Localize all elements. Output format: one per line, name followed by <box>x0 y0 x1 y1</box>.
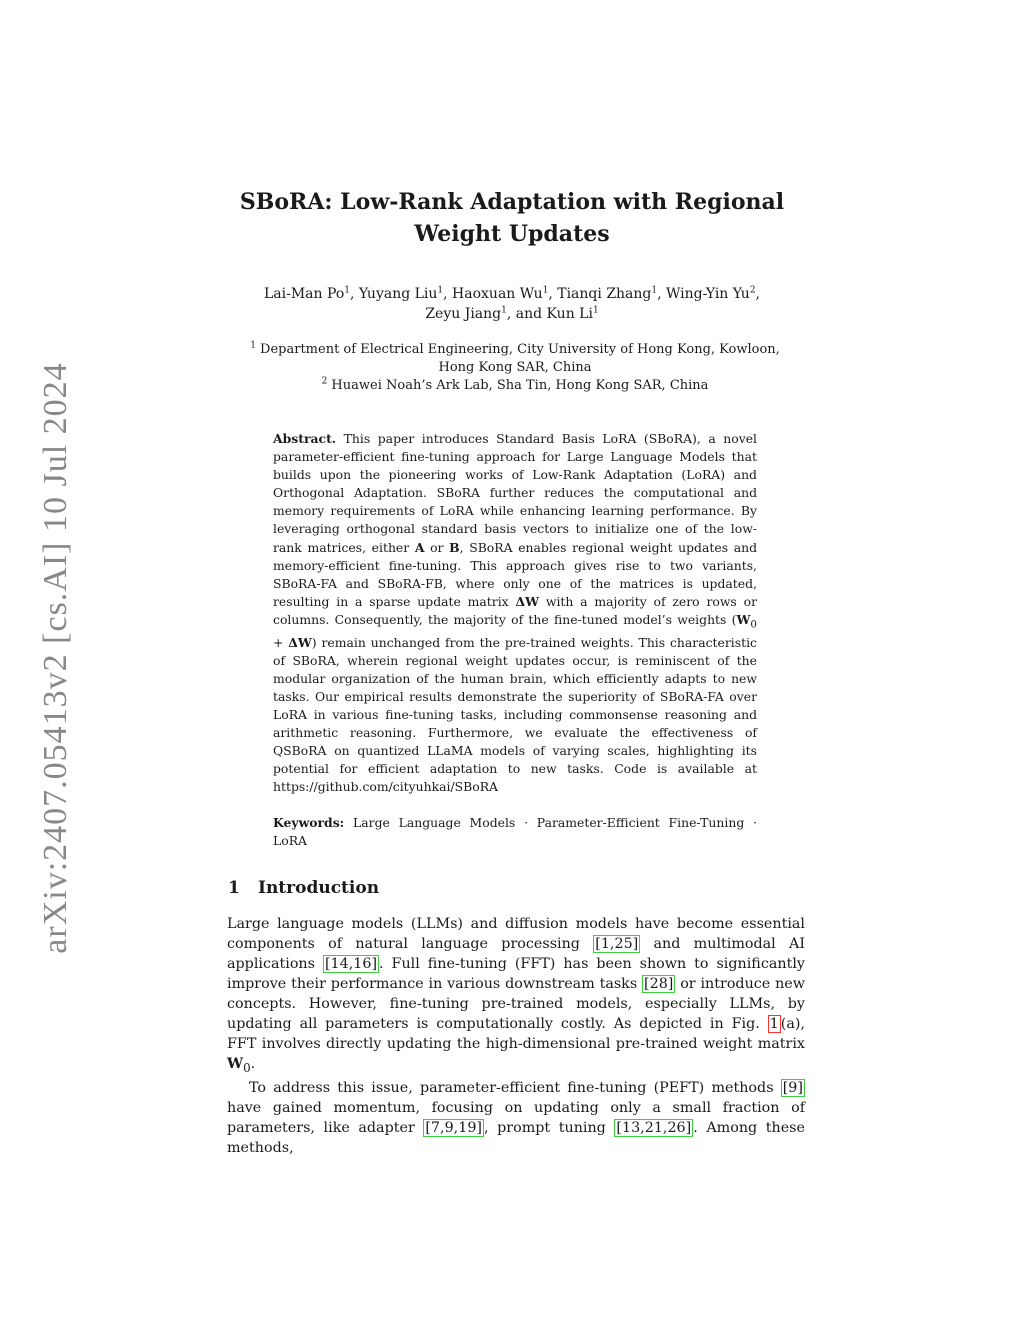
affiliation-line-3 <box>0 377 1024 395</box>
affiliation-marker: 1 <box>501 305 507 316</box>
affiliation-line-1 <box>0 341 1024 359</box>
paper-title <box>0 186 1024 250</box>
body-text: Large language models (LLMs) and diffusion models have become essential components of natural language processing <box>227 916 805 952</box>
citation-link[interactable]: [14,16] <box>324 956 378 972</box>
body-text: have gained momentum, focusing on updating only a small fraction of parameters, like adapter <box>227 1099 805 1136</box>
body-text: (a), FFT involves directly updating the high-dimensional pre-trained weight matrix <box>227 1016 805 1052</box>
keywords <box>273 814 757 850</box>
author-name: , Yuyang Liu <box>350 286 438 302</box>
author-separator: , <box>755 286 760 302</box>
figure-reference-link[interactable]: 1 <box>769 1016 779 1032</box>
abstract-text: + <box>273 634 289 650</box>
abstract-text: or <box>424 539 450 555</box>
affiliation-marker: 1 <box>542 285 549 296</box>
abstract-text: This paper introduces Standard Basis LoRA (SBoRA), a novel parameter-efficient fine-tuning approach for Large Language Models that builds upon the pioneering works of Low-Rank Adaptation (LoRA) and Orthogonal Adaptation. SBoRA further reduces the computational and memory requirements of LoRA while enhancing learning performance. By leveraging orthogonal standard basis vectors to initialize one of the low-rank matrices, either <box>273 431 757 555</box>
affiliations <box>0 341 1024 395</box>
abstract-text: , SBoRA enables regional weight updates and memory-efficient fine-tuning. This approach gives rise to two variants, SBoRA-FA and SBoRA-FB, where only one of the matrices is updated, resulting in a sparse update matrix <box>273 539 757 609</box>
author-name: , Haoxuan Wu <box>443 286 543 302</box>
affiliation-marker: 1 <box>437 285 444 296</box>
author-name: , and Kun Li <box>506 306 593 322</box>
body-text: or introduce new concepts. However, fine-tuning pre-trained models, especially LLMs, by updating all parameters is computationally costly. As depicted in Fig. <box>227 976 805 1032</box>
citation-link[interactable]: [7,9,19] <box>425 1119 482 1136</box>
abstract <box>273 430 757 796</box>
affiliation-line-2: Hong Kong SAR, China <box>438 360 592 375</box>
body-text: and multimodal AI applications <box>227 936 805 972</box>
body-text: . Among these methods, <box>227 1119 805 1156</box>
matrix-symbol: ΔW <box>515 593 540 609</box>
abstract-paragraph <box>273 430 757 796</box>
section-heading <box>228 877 379 899</box>
section-title: Introduction <box>258 878 380 898</box>
keywords-text: Large Language Models · Parameter-Efficient Fine-Tuning · LoRA <box>273 815 757 849</box>
author-list <box>0 284 1024 324</box>
body-text: . Full fine-tuning (FFT) has been shown to significantly improve their performance in various downstream tasks <box>227 956 805 992</box>
keywords-paragraph <box>273 814 757 850</box>
affiliation-number: 2 <box>321 376 328 387</box>
citation-link[interactable]: [9] <box>782 1079 803 1096</box>
matrix-symbol: A <box>414 539 425 555</box>
affiliation-marker: 1 <box>344 285 350 296</box>
citation-link[interactable]: [28] <box>644 976 674 992</box>
affiliation-marker: 1 <box>592 305 599 316</box>
author-name: , Tianqi Zhang <box>548 286 652 302</box>
author-name: Lai-Man Po <box>263 286 345 302</box>
title-line-2: Weight Updates <box>414 221 610 247</box>
affiliation-text: Huawei Noah’s Ark Lab, Sha Tin, Hong Kong SAR, China <box>327 378 709 393</box>
abstract-text: ) remain unchanged from the pre-trained weights. This characteristic of SBoRA, wherein regional weight updates occur, is reminiscent of the modular organization of the human brain, which efficiently adapts to new tasks. Our empirical results demonstrate the superiority of SBoRA-FA over LoRA in various fine-tuning tasks, including commonsense reasoning and arithmetic reasoning. Furthermore, we evaluate the effectiveness of QSBoRA on quantized LLaMA models of varying scales, highlighting its potential for efficient adaptation to new tasks. Code is available at https://github.com/cityuhkai/SBoRA <box>273 634 757 795</box>
author-name: , Wing-Yin Yu <box>657 286 750 302</box>
author-line-1 <box>0 284 1024 304</box>
introduction-body <box>227 914 805 1158</box>
matrix-symbol: W <box>736 611 751 627</box>
intro-paragraph-2 <box>227 1078 805 1158</box>
affiliation-marker: 1 <box>651 285 658 296</box>
author-name: Zeyu Jiang <box>425 306 502 322</box>
body-text: . <box>250 1056 256 1072</box>
body-text: To address this issue, parameter-efficient fine-tuning (PEFT) methods <box>249 1079 781 1096</box>
abstract-label: Abstract. <box>273 431 337 446</box>
matrix-symbol: ΔW <box>288 634 312 650</box>
abstract-text: with a majority of zero rows or columns. Consequently, the majority of the fine-tuned model’s weights ( <box>273 593 757 627</box>
affiliation-number: 1 <box>250 340 256 351</box>
matrix-subscript: 0 <box>243 1060 251 1075</box>
section-number: 1 <box>228 878 240 898</box>
arxiv-identifier-stamp: arXiv:2407.05413v2 [cs.AI] 10 Jul 2024 <box>37 362 74 954</box>
citation-link[interactable]: [1,25] <box>595 936 639 952</box>
matrix-subscript: 0 <box>750 618 757 631</box>
body-text: , prompt tuning <box>484 1119 615 1136</box>
author-line-2 <box>0 304 1024 324</box>
affiliation-marker: 2 <box>749 285 756 296</box>
citation-link[interactable]: [13,21,26] <box>616 1119 692 1136</box>
intro-paragraph-1 <box>227 914 805 1078</box>
affiliation-text: Department of Electrical Engineering, City University of Hong Kong, Kowloon, <box>255 342 780 357</box>
keywords-label: Keywords: <box>273 815 345 830</box>
matrix-symbol: B <box>449 539 460 555</box>
title-line-1: SBoRA: Low-Rank Adaptation with Regional <box>239 189 785 215</box>
matrix-symbol: W <box>227 1056 244 1072</box>
